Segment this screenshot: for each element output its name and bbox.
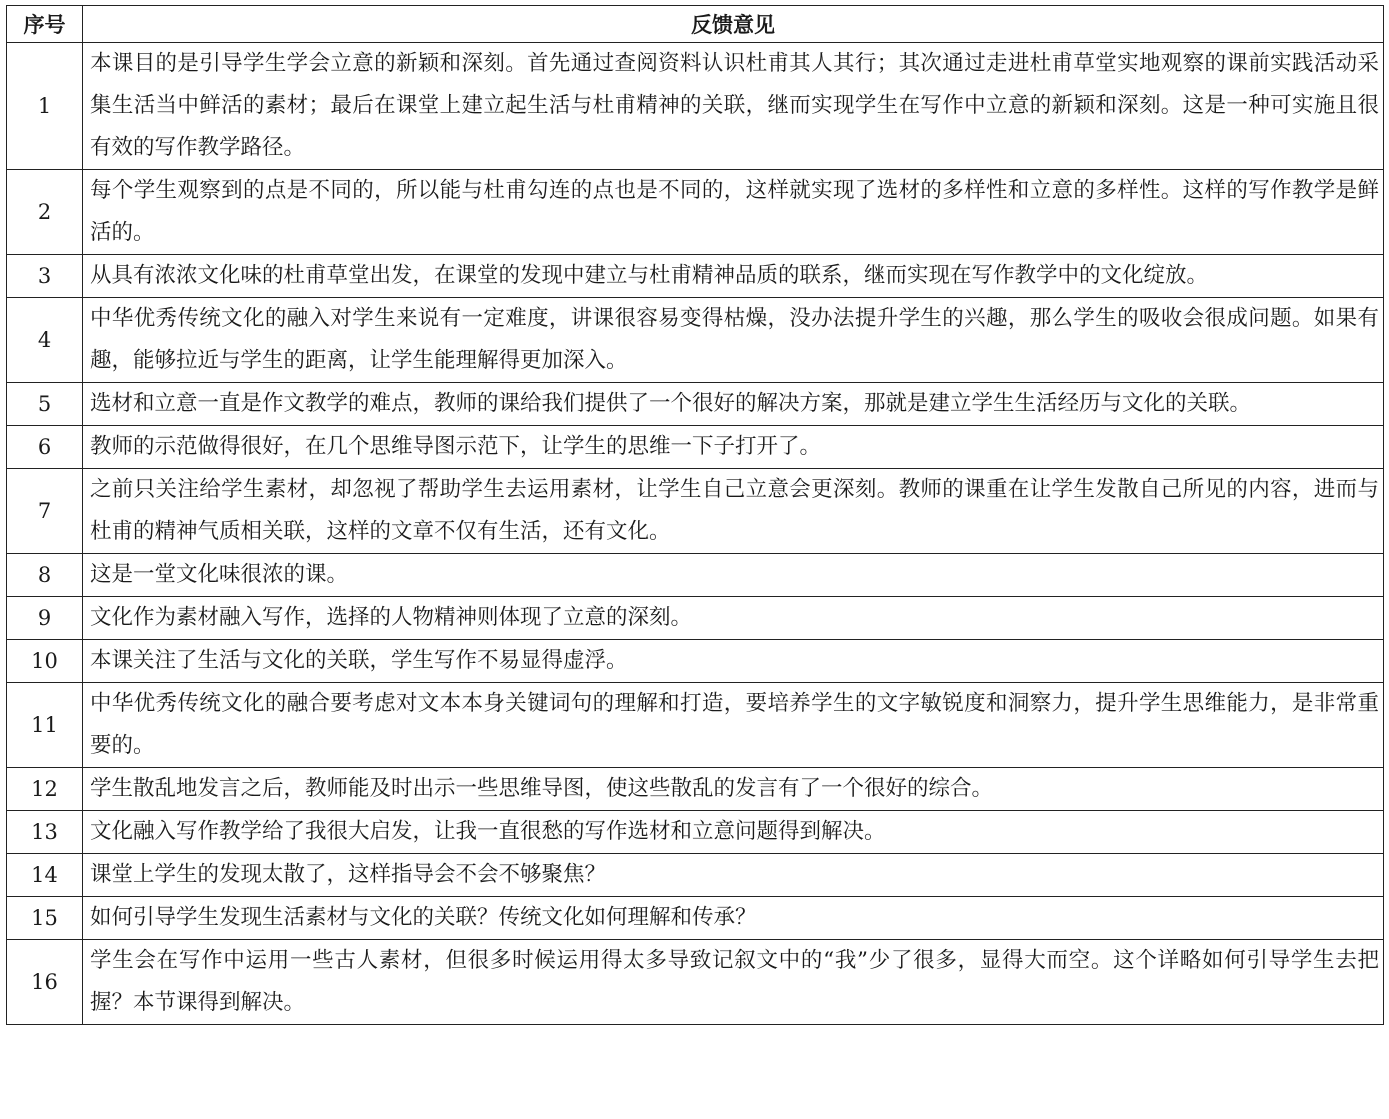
row-number: 11 [7,683,83,768]
table-row [7,640,1384,683]
row-feedback: 从具有浓浓文化味的杜甫草堂出发，在课堂的发现中建立与杜甫精神品质的联系，继而实现在写作教学中的文化绽放。 [83,255,1384,298]
feedback-table [6,5,1384,1025]
row-number: 8 [7,554,83,597]
row-feedback: 之前只关注给学生素材，却忽视了帮助学生去运用素材，让学生自己立意会更深刻。教师的课重在让学生发散自己所见的内容，进而与杜甫的精神气质相关联，这样的文章不仅有生活，还有文化。 [83,469,1384,554]
row-feedback: 本课目的是引导学生学会立意的新颖和深刻。首先通过查阅资料认识杜甫其人其行；其次通过走进杜甫草堂实地观察的课前实践活动采集生活当中鲜活的素材；最后在课堂上建立起生活与杜甫精神的关联，继而实现学生在写作中立意的新颖和深刻。这是一种可实施且很有效的写作教学路径。 [83,43,1384,170]
header-feedback: 反馈意见 [83,6,1384,43]
row-number: 14 [7,854,83,897]
row-feedback: 文化融入写作教学给了我很大启发，让我一直很愁的写作选材和立意问题得到解决。 [83,811,1384,854]
row-number: 9 [7,597,83,640]
row-number: 3 [7,255,83,298]
table-row [7,554,1384,597]
row-feedback: 课堂上学生的发现太散了，这样指导会不会不够聚焦？ [83,854,1384,897]
row-number: 5 [7,383,83,426]
row-number: 12 [7,768,83,811]
row-feedback: 教师的示范做得很好，在几个思维导图示范下，让学生的思维一下子打开了。 [83,426,1384,469]
table-row [7,255,1384,298]
table-row [7,854,1384,897]
table-row [7,811,1384,854]
table-row [7,43,1384,170]
table-row [7,683,1384,768]
row-feedback: 本课关注了生活与文化的关联，学生写作不易显得虚浮。 [83,640,1384,683]
table-row [7,469,1384,554]
row-number: 2 [7,170,83,255]
row-feedback: 学生会在写作中运用一些古人素材，但很多时候运用得太多导致记叙文中的“我”少了很多，显得大而空。这个详略如何引导学生去把握？本节课得到解决。 [83,940,1384,1025]
header-number: 序号 [7,6,83,43]
row-feedback: 中华优秀传统文化的融合要考虑对文本本身关键词句的理解和打造，要培养学生的文字敏锐度和洞察力，提升学生思维能力，是非常重要的。 [83,683,1384,768]
table-row [7,597,1384,640]
table-body [7,43,1384,1025]
row-feedback: 如何引导学生发现生活素材与文化的关联？传统文化如何理解和传承？ [83,897,1384,940]
row-feedback: 这是一堂文化味很浓的课。 [83,554,1384,597]
header-row [7,6,1384,43]
row-number: 15 [7,897,83,940]
row-number: 10 [7,640,83,683]
row-feedback: 学生散乱地发言之后，教师能及时出示一些思维导图，使这些散乱的发言有了一个很好的综合。 [83,768,1384,811]
table-row [7,383,1384,426]
table-row [7,298,1384,383]
row-feedback: 每个学生观察到的点是不同的，所以能与杜甫勾连的点也是不同的，这样就实现了选材的多样性和立意的多样性。这样的写作教学是鲜活的。 [83,170,1384,255]
row-number: 13 [7,811,83,854]
table-row [7,426,1384,469]
table-row [7,768,1384,811]
row-number: 1 [7,43,83,170]
row-number: 7 [7,469,83,554]
row-feedback: 文化作为素材融入写作，选择的人物精神则体现了立意的深刻。 [83,597,1384,640]
row-number: 6 [7,426,83,469]
table-row [7,897,1384,940]
row-number: 4 [7,298,83,383]
row-feedback: 中华优秀传统文化的融入对学生来说有一定难度，讲课很容易变得枯燥，没办法提升学生的兴趣，那么学生的吸收会很成问题。如果有趣，能够拉近与学生的距离，让学生能理解得更加深入。 [83,298,1384,383]
table-row [7,170,1384,255]
row-feedback: 选材和立意一直是作文教学的难点，教师的课给我们提供了一个很好的解决方案，那就是建立学生生活经历与文化的关联。 [83,383,1384,426]
row-number: 16 [7,940,83,1025]
table-row [7,940,1384,1025]
